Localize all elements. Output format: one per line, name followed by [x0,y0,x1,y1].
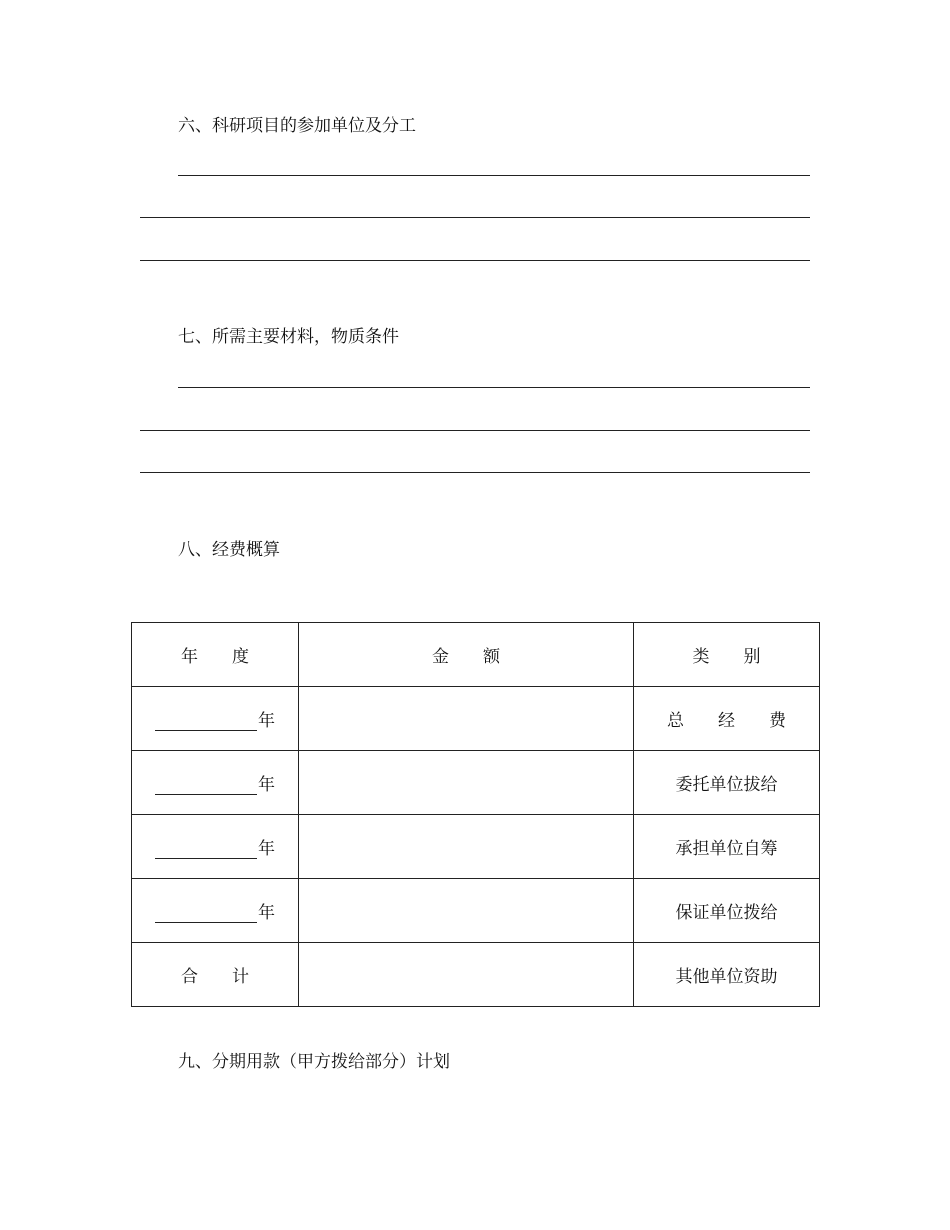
category-cell: 承担单位自筹 [634,815,820,879]
year-cell[interactable] [132,687,299,751]
year-blank[interactable] [155,776,257,795]
year-cell[interactable] [132,815,299,879]
amount-cell[interactable] [299,879,634,943]
year-suffix: 年 [258,839,275,859]
fill-line[interactable] [140,260,810,261]
fill-line[interactable] [140,217,810,218]
amount-cell[interactable] [299,687,634,751]
budget-table [131,622,820,1007]
category-cell: 保证单位拨给 [634,879,820,943]
fill-line[interactable] [140,430,810,431]
section-9-title: 九、分期用款（甲方拨给部分）计划 [178,1052,450,1072]
fill-line[interactable] [178,387,810,388]
amount-cell[interactable] [299,943,634,1007]
header-amount: 金 额 [299,623,634,687]
category-cell: 委托单位拔给 [634,751,820,815]
category-cell: 总 经 费 [634,687,820,751]
category-cell: 其他单位资助 [634,943,820,1007]
year-suffix: 年 [258,711,275,731]
header-year: 年 度 [132,623,299,687]
section-7-title: 七、所需主要材料，物质条件 [178,327,399,347]
year-blank[interactable] [155,840,257,859]
table-row [132,687,820,751]
year-blank[interactable] [155,904,257,923]
table-header-row [132,623,820,687]
section-8-title: 八、经费概算 [178,540,280,560]
table-row [132,751,820,815]
amount-cell[interactable] [299,815,634,879]
header-category: 类 别 [634,623,820,687]
total-label: 合 计 [132,943,299,1007]
fill-line[interactable] [140,472,810,473]
year-suffix: 年 [258,775,275,795]
fill-line[interactable] [178,175,810,176]
table-row [132,815,820,879]
table-row-total [132,943,820,1007]
year-cell[interactable] [132,879,299,943]
year-suffix: 年 [258,903,275,923]
amount-cell[interactable] [299,751,634,815]
year-cell[interactable] [132,751,299,815]
year-blank[interactable] [155,712,257,731]
section-6-title: 六、科研项目的参加单位及分工 [178,116,416,136]
table-row [132,879,820,943]
